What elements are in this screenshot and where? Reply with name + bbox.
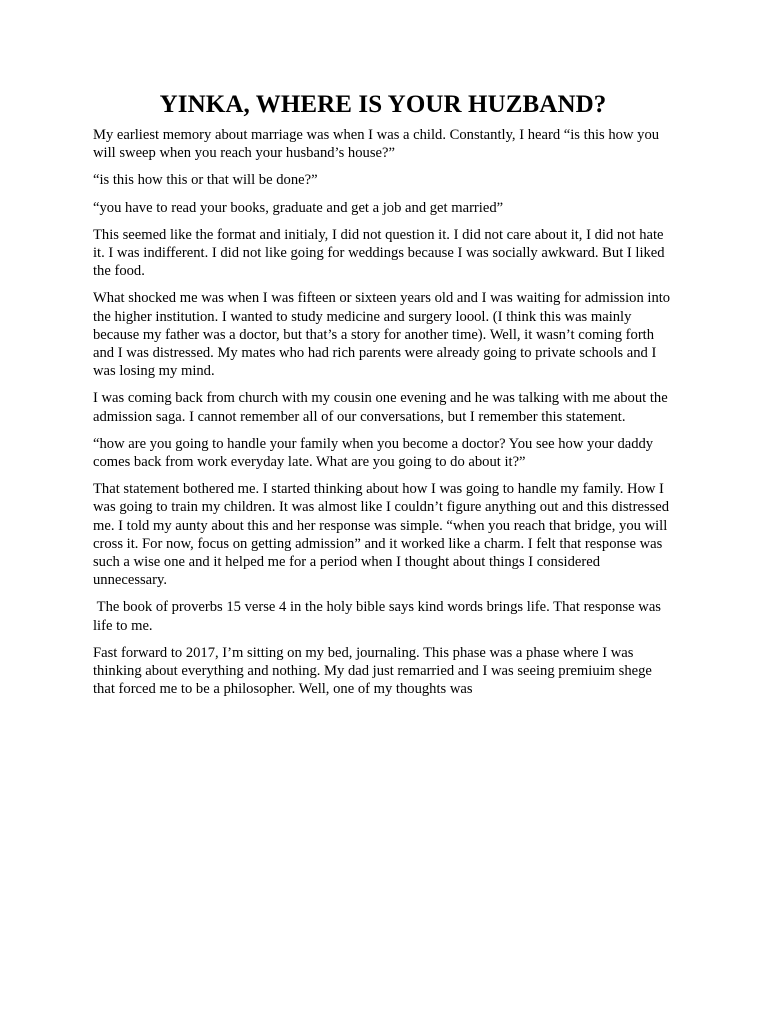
document-page [93, 88, 673, 707]
paragraph: The book of proverbs 15 verse 4 in the holy bible says kind words brings life. That response was life to me. [93, 599, 661, 634]
document-title: YINKA, WHERE IS YOUR HUZBAND? [159, 91, 607, 118]
paragraph: “you have to read your books, graduate and get a job and get married” [93, 199, 504, 216]
paragraph: “is this how this or that will be done?” [93, 172, 318, 189]
paragraph: Fast forward to 2017, I’m sitting on my bed, journaling. This phase was a phase where I was thinking about everything and nothing. My dad just remarried and I was seeing premiuim shege that forced me to be a philosopher. Well, one of my thoughts was [93, 644, 652, 698]
paragraph: This seemed like the format and initialy, I did not question it. I did not care about it, I did not hate it. I was indifferent. I did not like going for weddings because I was socially awkward. But I liked the food. [93, 226, 665, 280]
paragraph: “how are you going to handle your family when you become a doctor? You see how your daddy comes back from work everyday late. What are you going to do about it?” [93, 435, 654, 471]
paragraph: That statement bothered me. I started thinking about how I was going to handle my family. How I was going to train my children. It was almost like I couldn’t figure anything out and this distressed me. I told my aunty about this and her response was simple. “when you reach that bridge, you will cross it. For now, focus on getting admission” and it worked like a charm. I felt that response was such a wise one and it helped me for a period when I thought about things I considered unnecessary. [93, 481, 670, 589]
paragraph: I was coming back from church with my cousin one evening and he was talking with me about the admission saga. I cannot remember all of our conversations, but I remember this statement. [93, 390, 668, 425]
paragraph: My earliest memory about marriage was when I was a child. Constantly, I heard “is this how you will sweep when you reach your husband’s house?” [93, 127, 660, 162]
paragraph: What shocked me was when I was fifteen or sixteen years old and I was waiting for admission into the higher institution. I wanted to study medicine and surgery loool. (I think this was mainly because my father was a doctor, but that’s a story for another time). Well, it wasn’t coming forth and I was distressed. My mates who had rich parents were already going to private schools and I was losing my mind. [93, 290, 671, 380]
